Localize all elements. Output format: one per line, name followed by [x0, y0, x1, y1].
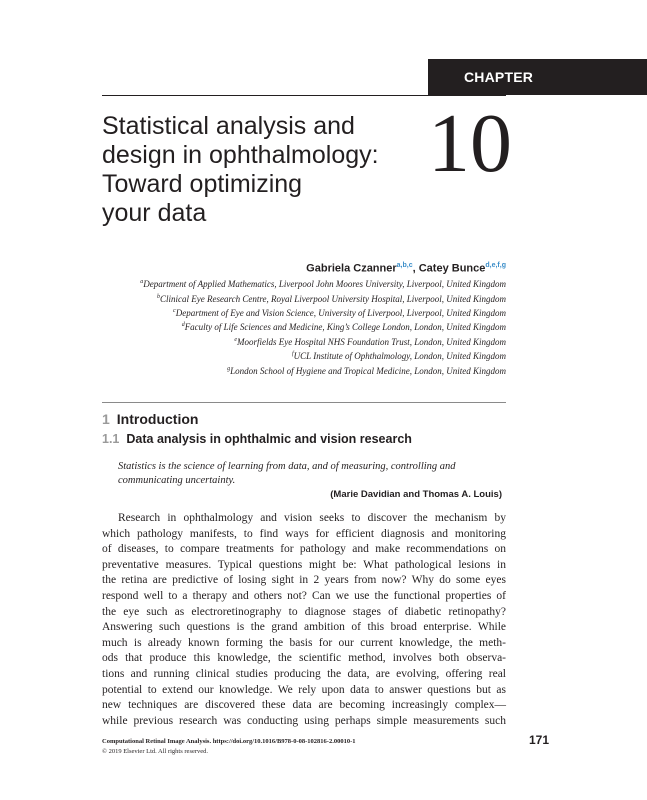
body-line: ods that produce this knowledge, the scientific method, involves both observa- [102, 652, 506, 665]
affiliation [182, 322, 506, 332]
section-title: Introduction [116, 411, 199, 427]
body-line: the retina are predictive of losing sight in 2 years from now? Why do some eyes [102, 574, 506, 587]
section-heading [102, 411, 198, 427]
body-line: much is already known forming the basis for our current knowledge, the meth- [102, 636, 506, 649]
affiliation-key: e [234, 337, 237, 343]
page-number: 171 [528, 733, 549, 747]
affiliation-key: g [227, 366, 231, 372]
epigraph-attribution: (Marie Davidian and Thomas A. Louis) [330, 489, 502, 500]
affiliation [173, 308, 506, 318]
subsection-heading [102, 432, 412, 446]
epigraph-quote: Statistics is the science of learning from data, and of measuring, controlling and communicating uncertainty. [118, 461, 456, 486]
author-affiliation-marks[interactable]: a,b,c [396, 262, 413, 269]
footer-copyright: © 2019 Elsevier Ltd. All rights reserved. [102, 748, 209, 755]
chapter-label: CHAPTER [428, 59, 647, 95]
body-line: Research in ophthalmology and vision seeks to discover the mechanism by [118, 512, 506, 524]
body-line: of diseases, to compare treatments for pathology and make recommendations on [102, 543, 506, 556]
section-number: 1 [102, 411, 110, 427]
author-name: Catey Bunce [418, 262, 486, 275]
chapter-title-line: your data [102, 199, 207, 227]
chapter-title-line: design in ophthalmology: [102, 141, 379, 169]
body-line: preventative measures. Typical questions might be: What pathological lesions in [102, 558, 506, 571]
chapter-title-line: Toward optimizing [102, 170, 303, 198]
subsection-number: 1.1 [102, 432, 120, 446]
body-line: respond well to a therapy and others not? Can we use the functional properties of [102, 589, 506, 602]
affiliation [157, 294, 506, 304]
affiliation-key: b [156, 294, 160, 300]
body-line: potential to extend our knowledge. We rely upon data to answer questions but as [102, 683, 506, 696]
footer-source: Computational Retinal Image Analysis. https://doi.org/10.1016/B978-0-08-102816-2.00010-1 [102, 738, 356, 745]
affiliation-text: UCL Institute of Ophthalmology, London, United Kingdom [293, 351, 506, 361]
author-list [306, 262, 506, 275]
body-paragraph [102, 511, 506, 729]
affiliation-text: Department of Eye and Vision Science, University of Liverpool, Liverpool, United Kingdom [175, 308, 506, 318]
affiliation [292, 351, 506, 361]
author-separator: , [412, 262, 419, 275]
body-line: tions and running clinical studies producing the data, are evolving, offering real [102, 667, 506, 680]
affiliation-key: f [291, 351, 294, 357]
affiliation-key: d [181, 322, 185, 328]
affiliation-text: Moorfields Eye Hospital NHS Foundation Trust, London, United Kingdom [236, 337, 506, 347]
subsection-title: Data analysis in ophthalmic and vision research [126, 432, 412, 446]
affiliation [140, 279, 506, 289]
body-line: which pathology manifests, to find ways for efficient diagnosis and monitoring [102, 527, 506, 540]
affiliation-key: c [173, 308, 176, 314]
chapter-title-line: Statistical analysis and [102, 112, 355, 140]
body-line: the eye such as electroretinography to diagnose stages of diabetic retinopathy? [102, 605, 506, 618]
body-line: while previous research was conducting using perhaps simple measurements such [102, 714, 506, 727]
chapter-number: 10 [428, 97, 512, 190]
author-name: Gabriela Czanner [306, 262, 397, 275]
body-line: Answering such questions is the grand ambition of this broad enterprise. While [102, 621, 506, 634]
author-affiliation-marks[interactable]: d,e,f,g [485, 262, 506, 269]
affiliation [227, 366, 506, 376]
section-divider [102, 402, 506, 403]
affiliation-text: Department of Applied Mathematics, Liverpool John Moores University, Liverpool, United Kingdom [143, 279, 506, 289]
affiliation-text: Faculty of Life Sciences and Medicine, King’s College London, London, United Kingdom [184, 322, 506, 332]
affiliation-text: London School of Hygiene and Tropical Medicine, London, United Kingdom [230, 366, 506, 376]
chapter-title [102, 112, 402, 228]
body-line: new techniques are discovered these data are becoming increasingly complex— [102, 699, 506, 712]
affiliation-text: Clinical Eye Research Centre, Royal Liverpool University Hospital, Liverpool, United Kingdom [159, 294, 506, 304]
affiliation [234, 337, 506, 347]
affiliation-key: a [140, 279, 144, 285]
